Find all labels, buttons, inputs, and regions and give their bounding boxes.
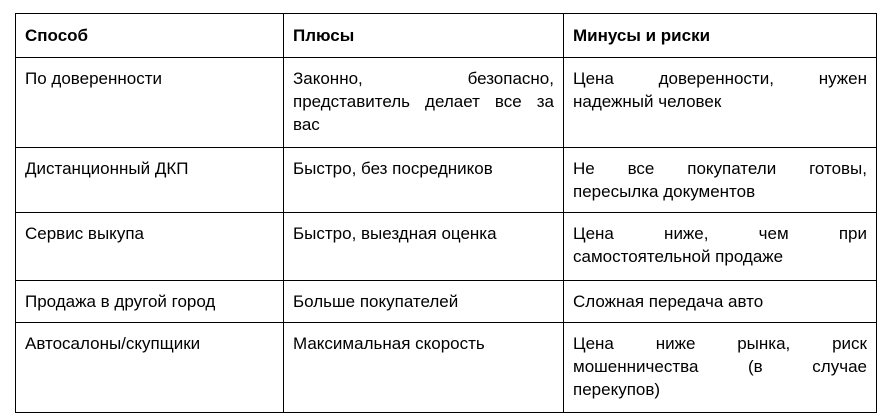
cell-method: Продажа в другой город (16, 281, 284, 323)
table-row (16, 148, 877, 213)
table-row (16, 281, 877, 323)
cell-cons: Не все покупатели готовы, пересылка документов (564, 148, 877, 213)
cell-pros: Быстро, выездная оценка (284, 213, 564, 281)
comparison-table-container (15, 13, 877, 413)
table-row (16, 213, 877, 281)
table-row (16, 323, 877, 413)
cell-pros: Больше покупателей (284, 281, 564, 323)
cell-pros: Законно, безопасно, представитель делает все за вас (284, 58, 564, 148)
cell-pros: Быстро, без посредников (284, 148, 564, 213)
cell-pros: Максимальная скорость (284, 323, 564, 413)
table-row (16, 58, 877, 148)
cell-cons: Цена доверенности, нужен надежный человек (564, 58, 877, 148)
comparison-table (15, 13, 877, 413)
cell-cons: Сложная передача авто (564, 281, 877, 323)
table-body (16, 58, 877, 413)
cell-method: Дистанционный ДКП (16, 148, 284, 213)
cell-cons: Цена ниже рынка, риск мошенничества (в случае перекупов) (564, 323, 877, 413)
cell-method: Сервис выкупа (16, 213, 284, 281)
header-row (16, 14, 877, 58)
header-pros: Плюсы (284, 14, 564, 58)
cell-method: По доверенности (16, 58, 284, 148)
header-method: Способ (16, 14, 284, 58)
cell-cons: Цена ниже, чем при самостоятельной продаже (564, 213, 877, 281)
header-cons: Минусы и риски (564, 14, 877, 58)
cell-method: Автосалоны/скупщики (16, 323, 284, 413)
table-header (16, 14, 877, 58)
